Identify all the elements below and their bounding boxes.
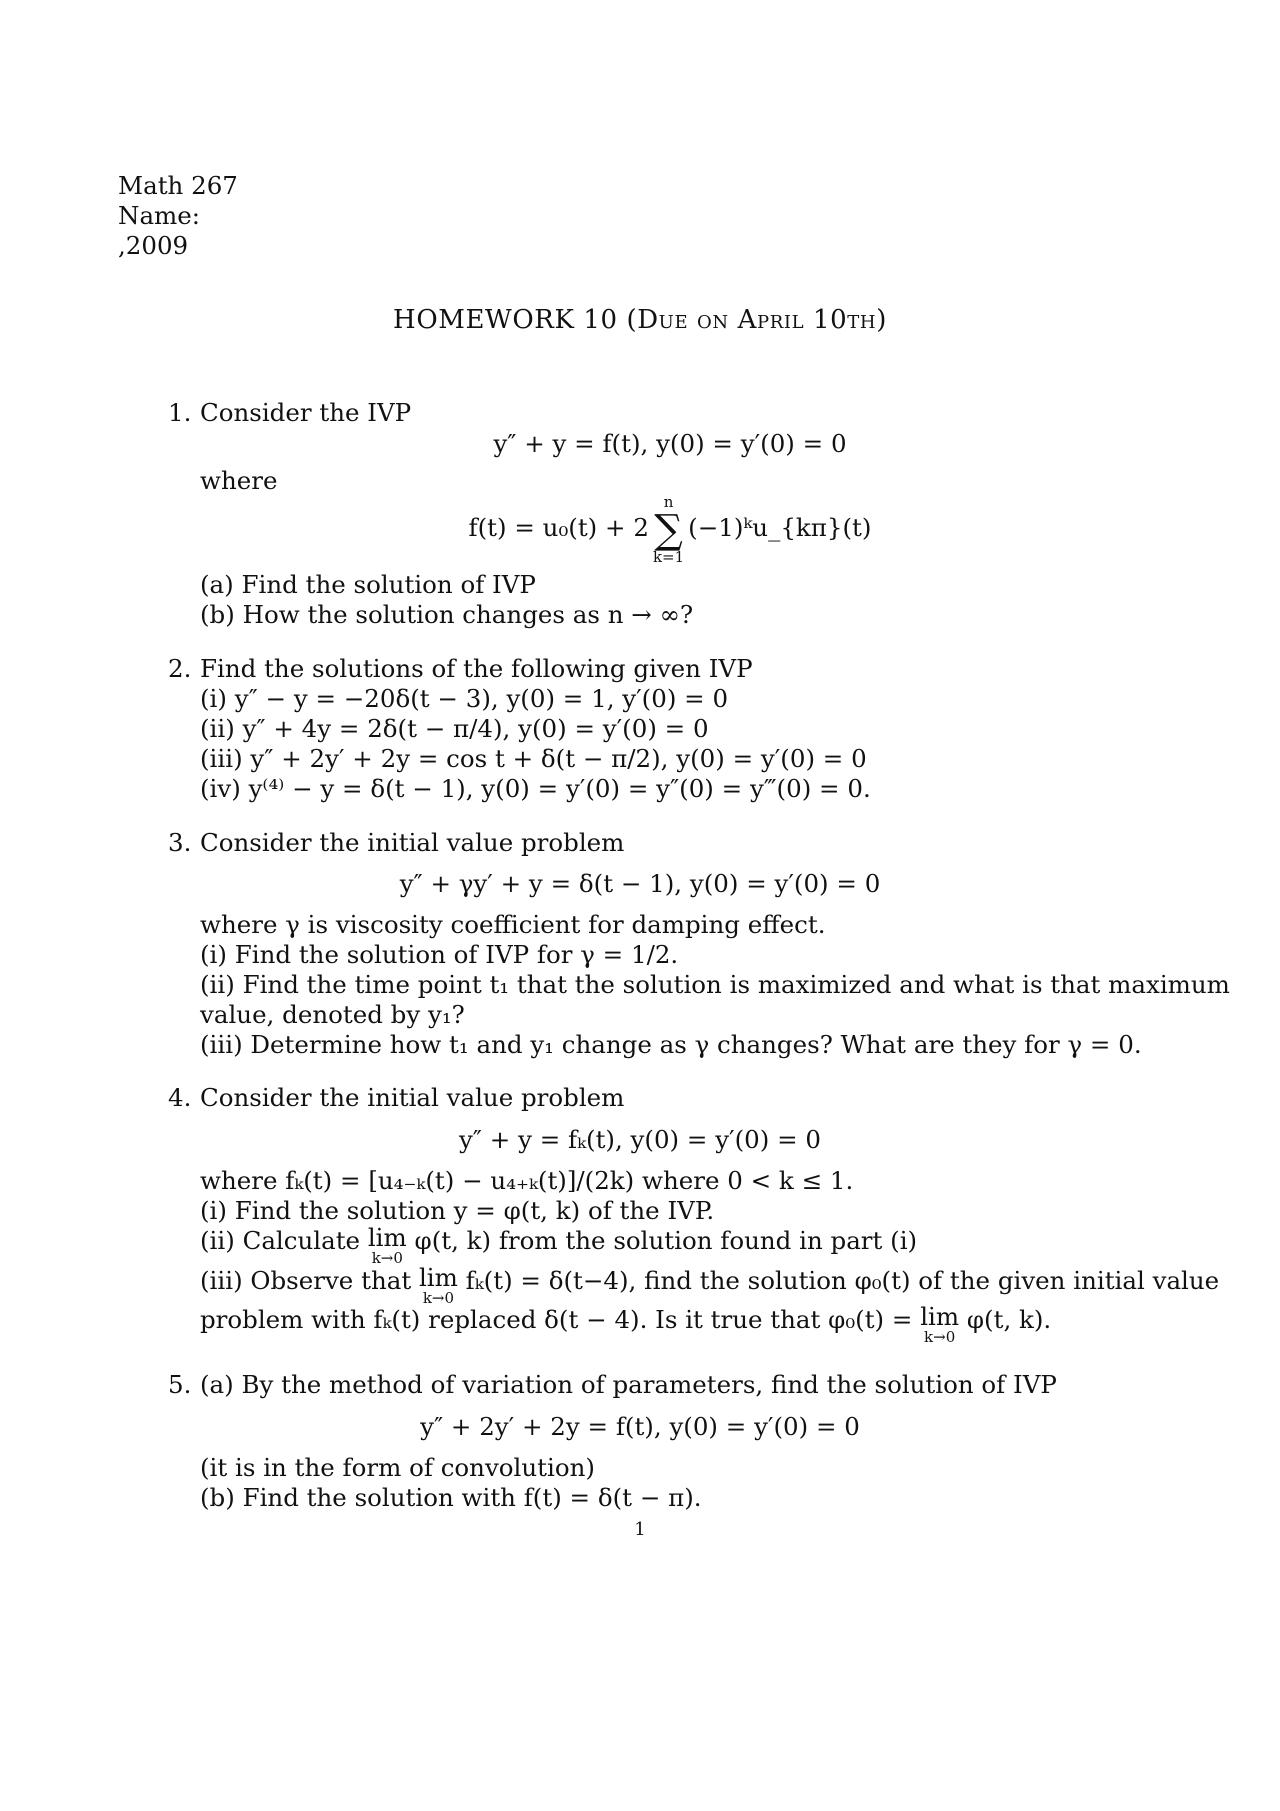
problem-3-line-5: (iii) Determine how t₁ and y₁ change as γ changes? What are they for γ = 0. bbox=[200, 1030, 1142, 1059]
problem-2-part-ii: (ii) y″ + 4y = 2δ(t − π/4), y(0) = y′(0) = 0 bbox=[200, 714, 709, 743]
limit-operator: lim k→0 bbox=[418, 1263, 458, 1307]
problem-4-line-4: (iii) Observe that lim k→0 fₖ(t) = δ(t−4), find the solution φ₀(t) of the given initial value bbox=[200, 1263, 1220, 1307]
year-label: ,2009 bbox=[118, 231, 189, 260]
problem-1-part-a: (a) Find the solution of IVP bbox=[200, 570, 536, 599]
problem-3-line-2: (i) Find the solution of IVP for γ = 1/2. bbox=[200, 940, 679, 969]
summation-symbol: n ∑ k=1 bbox=[652, 492, 685, 566]
limit-operator: lim k→0 bbox=[367, 1223, 407, 1267]
limit-operator: lim k→0 bbox=[920, 1302, 960, 1346]
problem-1-equation: y″ + y = f(t), y(0) = y′(0) = 0 bbox=[493, 429, 847, 458]
problem-4-text: Consider the initial value problem bbox=[200, 1083, 625, 1112]
problem-4-number: 4. bbox=[168, 1083, 192, 1112]
due-date: Due on April 10th bbox=[637, 305, 877, 335]
problem-4-line-3: (ii) Calculate lim k→0 φ(t, k) from the solution found in part (i) bbox=[200, 1223, 918, 1267]
problem-2-part-iv: (iv) y⁽⁴⁾ − y = δ(t − 1), y(0) = y′(0) = y″(0) = y‴(0) = 0. bbox=[200, 774, 871, 803]
problem-4-equation: y″ + y = fₖ(t), y(0) = y′(0) = 0 bbox=[458, 1125, 822, 1154]
problem-2-text: Find the solutions of the following given IVP bbox=[200, 654, 753, 683]
problem-3-text: Consider the initial value problem bbox=[200, 828, 625, 857]
problem-2-part-i: (i) y″ − y = −20δ(t − 3), y(0) = 1, y′(0) = 0 bbox=[200, 684, 729, 713]
problem-5-equation: y″ + 2y′ + 2y = f(t), y(0) = y′(0) = 0 bbox=[420, 1412, 860, 1441]
page-number: 1 bbox=[634, 1519, 646, 1540]
problem-3-line-3: (ii) Find the time point t₁ that the solution is maximized and what is that maximum bbox=[200, 970, 1230, 999]
problem-5-line-1: (it is in the form of convolution) bbox=[200, 1453, 595, 1482]
name-label: Name: bbox=[118, 201, 201, 230]
page-title: HOMEWORK 10 (Due on April 10th) bbox=[393, 305, 887, 335]
problem-5-line-2: (b) Find the solution with f(t) = δ(t − π). bbox=[200, 1483, 702, 1512]
problem-5-text: (a) By the method of variation of parameters, find the solution of IVP bbox=[200, 1370, 1057, 1399]
problem-3-number: 3. bbox=[168, 828, 192, 857]
problem-2-part-iii: (iii) y″ + 2y′ + 2y = cos t + δ(t − π/2), y(0) = y′(0) = 0 bbox=[200, 744, 867, 773]
problem-3-line-1: where γ is viscosity coefficient for damping effect. bbox=[200, 910, 826, 939]
problem-1-number: 1. bbox=[168, 398, 192, 427]
problem-3-equation: y″ + γy′ + y = δ(t − 1), y(0) = y′(0) = 0 bbox=[399, 869, 881, 898]
problem-4-line-5: problem with fₖ(t) replaced δ(t − 4). Is it true that φ₀(t) = lim k→0 φ(t, k). bbox=[200, 1302, 1052, 1346]
problem-4-line-1: where fₖ(t) = [u₄₋ₖ(t) − u₄₊ₖ(t)]/(2k) where 0 < k ≤ 1. bbox=[200, 1166, 854, 1195]
problem-1-forcing-equation: f(t) = u₀(t) + 2 n ∑ k=1 (−1)ᵏu_{kπ}(t) bbox=[468, 492, 872, 566]
problem-2-number: 2. bbox=[168, 654, 192, 683]
problem-1-part-b: (b) How the solution changes as n → ∞? bbox=[200, 600, 694, 629]
problem-4-line-2: (i) Find the solution y = φ(t, k) of the IVP. bbox=[200, 1196, 715, 1225]
problem-5-number: 5. bbox=[168, 1370, 192, 1399]
problem-1-text: Consider the IVP bbox=[200, 398, 412, 427]
problem-1-where: where bbox=[200, 466, 278, 495]
problem-3-line-4: value, denoted by y₁? bbox=[200, 1000, 465, 1029]
course-label: Math 267 bbox=[118, 171, 238, 200]
